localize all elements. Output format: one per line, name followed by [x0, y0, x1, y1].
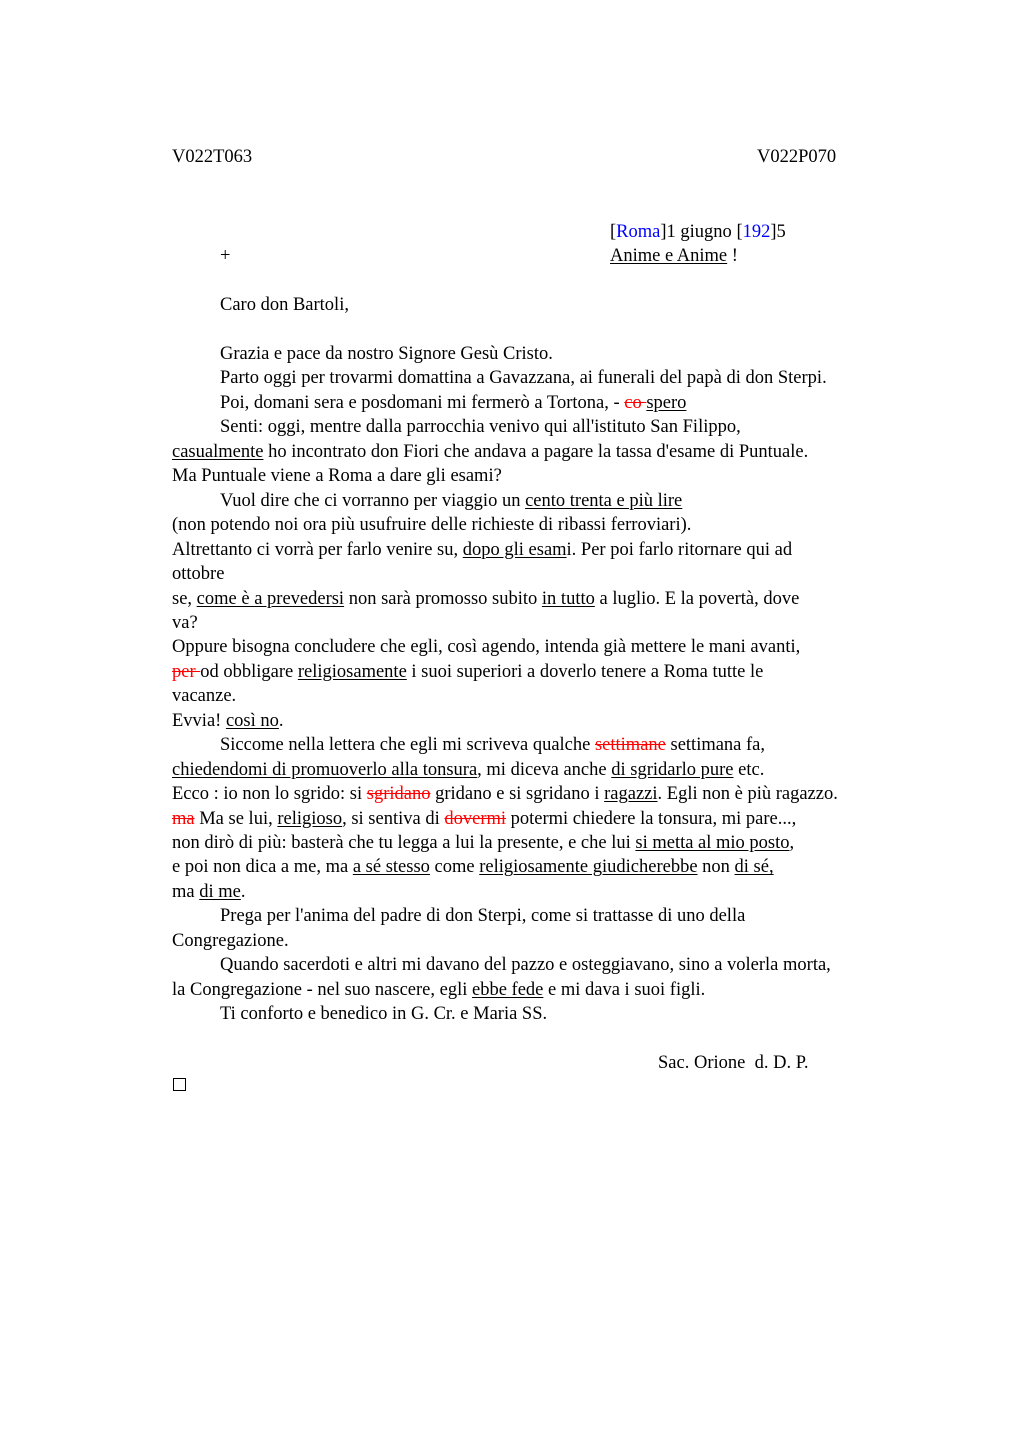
text-line — [220, 368, 827, 389]
text-segment: e poi non dica a me, ma — [172, 857, 353, 878]
salutation: Caro don Bartoli, — [220, 295, 349, 315]
underlined-text: dopo gli esam — [462, 539, 567, 560]
underlined-text: ebbe fede — [472, 979, 544, 1000]
underlined-text: religiosamente giudicherebbe — [479, 857, 698, 878]
text-segment: gridano e si sgridano i — [430, 784, 605, 805]
cross-symbol: + — [220, 246, 231, 266]
underlined-text: in tutto — [541, 588, 595, 609]
text-line — [172, 809, 796, 830]
text-segment: Oppure bisogna concludere che egli, così agendo, intenda già mettere le mani avanti, — [172, 637, 801, 658]
deleted-text: ma — [172, 808, 195, 829]
year-end: 5 — [776, 222, 786, 242]
dateline — [610, 222, 786, 243]
archive-code-left: V022T063 — [172, 147, 253, 167]
text-segment: i suoi superiori a doverlo tenere a Roma tutte le — [406, 661, 764, 682]
text-line — [220, 906, 745, 927]
text-segment: Vuol dire che ci vorranno per viaggio un — [220, 490, 526, 511]
text-segment: e mi dava i suoi figli. — [543, 979, 706, 1000]
text-segment: Parto oggi per trovarmi domattina a Gavazzana, ai funerali del papà di don Sterpi. — [220, 368, 827, 389]
text-line — [220, 417, 741, 438]
underlined-text: di sé, — [734, 857, 774, 878]
text-segment: va? — [172, 612, 198, 633]
text-segment: Senti: oggi, mentre dalla parrocchia venivo qui all'istituto San Filippo, — [220, 417, 741, 438]
text-line — [172, 442, 808, 463]
text-segment: come — [429, 857, 480, 878]
text-segment: ma — [172, 881, 200, 902]
bracket: [ — [736, 222, 743, 242]
underlined-text: si metta al mio posto — [635, 833, 790, 853]
text-segment: ottobre — [172, 564, 225, 585]
signature: Sac. Orione d. D. P. — [658, 1053, 809, 1073]
text-segment: potermi chiedere la tonsura, mi pare..., — [506, 808, 797, 829]
text-segment: vacanze. — [172, 686, 237, 707]
text-segment: Ecco : io non lo sgrido: si — [172, 784, 367, 805]
deleted-text: co — [624, 392, 647, 413]
text-line — [172, 637, 800, 658]
bracket: ] — [770, 222, 777, 242]
text-line — [172, 564, 224, 585]
motto-rest: ! — [727, 246, 738, 266]
bracket: ] — [660, 222, 667, 242]
text-line — [220, 344, 553, 365]
text-segment: Siccome nella lettera che egli mi scriveva qualche — [220, 735, 595, 756]
text-segment: Ti conforto e benedico in G. Cr. e Maria SS. — [220, 1004, 548, 1025]
archive-code-right: V022P070 — [757, 147, 837, 167]
text-segment: Prega per l'anima del padre di don Sterpi, come si trattasse di uno della — [220, 906, 746, 927]
text-line — [172, 833, 794, 854]
bracket: [ — [610, 222, 617, 242]
text-segment: Congregazione. — [172, 930, 289, 951]
text-line — [172, 711, 284, 732]
deleted-text: sgridano — [366, 784, 431, 805]
text-line — [220, 955, 831, 976]
text-line — [172, 466, 502, 487]
text-line — [220, 491, 682, 512]
text-line — [172, 931, 289, 952]
deleted-text: dovermi — [444, 808, 507, 829]
motto-underlined: Anime e Anime — [610, 246, 728, 266]
text-segment: settimana fa, — [665, 735, 766, 756]
text-line — [220, 393, 686, 414]
text-segment: Ma se lui, — [194, 808, 278, 829]
text-segment: non sarà promosso subito — [344, 588, 542, 609]
text-segment: a luglio. E la povertà, dove — [594, 588, 800, 609]
text-segment: . — [278, 710, 284, 731]
underlined-text: come è a prevedersi — [196, 588, 345, 609]
underlined-text: religiosamente — [297, 661, 407, 682]
underlined-text: di me — [199, 881, 241, 902]
underlined-text: ragazzi — [604, 784, 658, 805]
text-line — [172, 784, 838, 805]
underlined-text: spero — [646, 392, 687, 413]
place-name: Roma — [616, 222, 661, 242]
text-segment: (non potendo noi ora più usufruire delle richieste di ribassi ferroviari). — [172, 515, 692, 536]
text-segment: . Egli non è più ragazzo. — [657, 784, 838, 805]
text-segment: Grazia e pace da nostro Signore Gesù Cristo. — [220, 344, 553, 364]
underlined-text: così no — [225, 710, 279, 731]
text-line — [172, 662, 763, 683]
text-segment: Ma Puntuale viene a Roma a dare gli esami? — [172, 466, 502, 487]
deleted-text: per — [172, 661, 201, 682]
text-segment: non dirò di più: basterà che tu legga a lui la presente, e che lui — [172, 833, 636, 853]
underlined-text: casualmente — [172, 441, 264, 462]
text-segment: se, — [172, 588, 197, 609]
date-text: 1 giugno — [666, 222, 737, 242]
text-segment: ho incontrato don Fiori che andava a pagare la tassa d'esame di Puntuale. — [263, 441, 809, 462]
underlined-text: di sgridarlo pure — [611, 759, 734, 780]
text-line — [172, 760, 764, 781]
text-segment: i. Per poi farlo ritornare qui ad — [566, 539, 793, 560]
text-segment: etc. — [733, 759, 765, 780]
text-line — [220, 1004, 547, 1025]
text-line — [220, 735, 765, 756]
underlined-text: chiedendomi di promuoverlo alla tonsura — [172, 759, 478, 780]
motto — [610, 246, 738, 267]
text-line — [172, 857, 774, 878]
text-line — [172, 980, 705, 1001]
underlined-text: a sé stesso — [352, 857, 430, 878]
end-mark-square — [173, 1078, 186, 1091]
text-segment: Altrettanto ci vorrà per farlo venire su, — [172, 539, 463, 560]
text-segment: non — [697, 857, 735, 878]
text-segment: od obbligare — [200, 661, 298, 682]
text-line — [172, 882, 245, 903]
text-line — [172, 613, 198, 634]
text-segment: Evvia! — [172, 710, 226, 731]
text-segment: , si sentiva di — [342, 808, 445, 829]
text-line — [172, 515, 691, 536]
text-segment: Quando sacerdoti e altri mi davano del pazzo e osteggiavano, sino a volerla morta, — [220, 955, 831, 976]
deleted-text: settimane — [594, 735, 666, 756]
text-line — [172, 540, 792, 561]
text-segment: la Congregazione - nel suo nascere, egli — [172, 979, 472, 1000]
underlined-text: cento trenta e più lire — [525, 490, 683, 511]
underlined-text: religioso — [277, 808, 343, 829]
text-segment: , mi diceva anche — [477, 759, 612, 780]
text-segment: , — [789, 833, 795, 853]
year-part: 192 — [742, 222, 771, 242]
text-line — [172, 589, 799, 610]
text-line — [172, 686, 236, 707]
text-segment: . — [240, 881, 246, 902]
text-segment: Poi, domani sera e posdomani mi fermerò a Tortona, - — [220, 392, 625, 413]
